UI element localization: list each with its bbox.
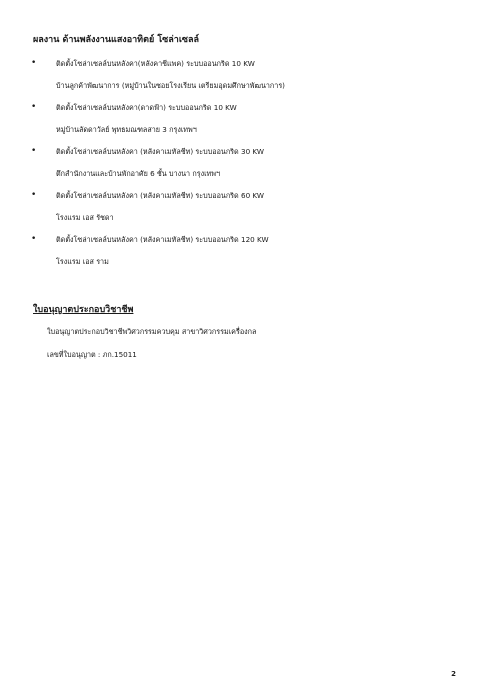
- solar-projects-list: [0, 57, 487, 277]
- project-description: ติดตั้งโซล่าเซลล์บนหลังคา (หลังคาเมทัลชีท) ระบบออนกริด 30 KW: [56, 147, 264, 156]
- bullet-icon: •: [31, 146, 37, 156]
- project-location: ตึกสำนักงานและบ้านพักอาศัย 6 ชั้น บางนา กรุงเทพฯ: [56, 169, 221, 178]
- project-description: ติดตั้งโซล่าเซลล์บนหลังคา(หลังคาชีแพค) ระบบออนกริด 10 KW: [56, 59, 255, 68]
- list-item: [0, 57, 487, 101]
- license-heading: ใบอนุญาตประกอบวิชาชีพ: [33, 305, 134, 315]
- project-description: ติดตั้งโซล่าเซลล์บนหลังคา(ดาดฟ้า) ระบบออนกริด 10 KW: [56, 103, 237, 112]
- project-location: บ้านลูกค้าพัฒนาการ (หมู่บ้านในซอยโรงเรียน เตรียมอุดมศึกษาพัฒนาการ): [56, 81, 285, 90]
- project-location: โรงแรม เอส รัชดา: [56, 213, 114, 222]
- list-item: [0, 145, 487, 189]
- section-heading: ผลงาน ด้านพลังงานแสงอาทิตย์ โซล่าเซลล์: [33, 35, 200, 45]
- license-number: เลขที่ใบอนุญาต : ภก.15011: [47, 350, 137, 359]
- project-location: หมู่บ้านลัดดาวัลย์ พุทธมณฑลสาย 3 กรุงเทพฯ: [56, 125, 197, 134]
- list-item: [0, 233, 487, 277]
- page-number: 2: [451, 670, 456, 678]
- list-item: [0, 189, 487, 233]
- project-description: ติดตั้งโซล่าเซลล์บนหลังคา (หลังคาเมทัลชีท) ระบบออนกริด 60 KW: [56, 191, 264, 200]
- license-description: ใบอนุญาตประกอบวิชาชีพวิศวกรรมควบคุม สาขาวิศวกรรมเครื่องกล: [47, 327, 257, 336]
- project-location: โรงแรม เอส ราม: [56, 257, 109, 266]
- bullet-icon: •: [31, 190, 37, 200]
- bullet-icon: •: [31, 58, 37, 68]
- project-description: ติดตั้งโซล่าเซลล์บนหลังคา (หลังคาเมทัลชีท) ระบบออนกริด 120 KW: [56, 235, 269, 244]
- bullet-icon: •: [31, 102, 37, 112]
- bullet-icon: •: [31, 234, 37, 244]
- list-item: [0, 101, 487, 145]
